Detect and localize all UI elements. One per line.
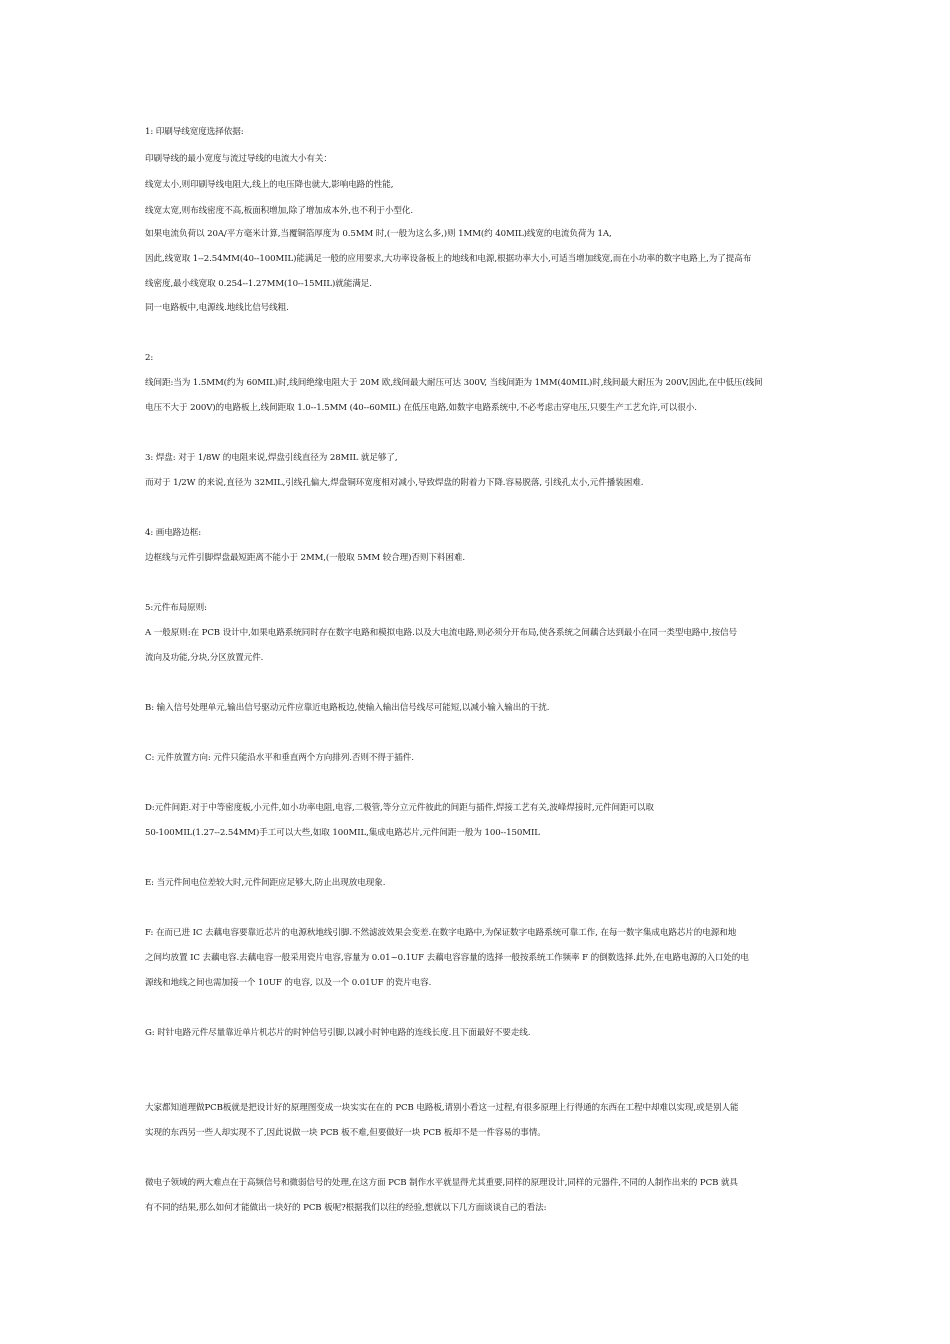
text-line: 而对于 1/2W 的来说,直径为 32MIL,引线孔偏大,焊盘铜环宽度相对减小,导致焊盘的附着力下降.容易脱落, 引线孔太小,元件播装困难.	[145, 478, 644, 488]
text-line: 2:	[145, 353, 154, 363]
text-line: F: 在而已进 IC 去藕电容要靠近芯片的电源秋地线引脚.不然滤波效果会变差.在数字电路中,为保证数字电路系统可靠工作, 在每一数字集成电路芯片的电源和地	[145, 928, 737, 938]
text-line: 之间均放置 IC 去藕电容.去藕电容一般采用瓷片电容,容量为 0.01~0.1UF 去藕电容容量的选择一般按系统工作频率 F 的倒数选择.此外,在电路电源的入口处的电	[145, 953, 749, 963]
text-line: 源线和地线之间也需加接一个 10UF 的电容, 以及一个 0.01UF 的瓷片电容.	[145, 978, 432, 988]
text-line: 50-100MIL(1.27--2.54MM)手工可以大些,如取 100MIL,集成电路芯片,元件间距一般为 100--150MIL	[145, 828, 540, 838]
text-line: 线密度,最小线宽取 0.254--1.27MM(10--15MIL)就能满足.	[145, 279, 372, 289]
text-line: 因此,线宽取 1--2.54MM(40--100MIL)能满足一般的应用要求,大功率设备板上的地线和电源,根据功率大小,可适当增加线宽,而在小功率的数字电路上,为了提高布	[145, 254, 752, 264]
text-line: 如果电流负荷以 20A/平方毫米计算,当覆铜箔厚度为 0.5MM 时,(一般为这么多,)则 1MM(约 40MIL)线宽的电流负荷为 1A,	[145, 229, 612, 239]
text-line: 5:元件布局原则:	[145, 603, 207, 613]
text-line: 实现的东西另一些人却实现不了,因此说做一块 PCB 板不难,但要做好一块 PCB 板却不是一件容易的事情。	[145, 1128, 546, 1138]
text-line: 印刷导线的最小宽度与流过导线的电流大小有关：	[145, 154, 332, 164]
text-line: 4: 画电路边框:	[145, 528, 202, 538]
text-line: A 一般原则:在 PCB 设计中,如果电路系统同时存在数字电路和模拟电路.以及大电流电路,则必须分开布局,使各系统之间藕合达到最小在同一类型电路中,按信号	[145, 628, 737, 638]
text-line: 同一电路板中,电源线.地线比信号线粗.	[145, 303, 289, 313]
text-line: C: 元件放置方向: 元件只能沿水平和垂直两个方向排列.否则不得于插件.	[145, 753, 414, 763]
text-line: 线宽太宽,则布线密度不高,板面积增加,除了增加成本外,也不利于小型化.	[145, 206, 413, 216]
text-line: 1: 印刷导线宽度选择依据:	[145, 127, 244, 137]
text-line: 线间距:当为 1.5MM(约为 60MIL)时,线间绝缘电阻大于 20M 欧,线间最大耐压可达 300V, 当线间距为 1MM(40MIL)时,线间最大耐压为 200V,因此,在中低压(线间	[145, 378, 763, 388]
text-line: B: 输入信号处理单元,输出信号驱动元件应靠近电路板边,使输入输出信号线尽可能短,以减小输入输出的干扰.	[145, 703, 550, 713]
text-line: 流向及功能,分块,分区放置元件.	[145, 653, 264, 663]
text-line: 有不同的结果,那么如何才能做出一块好的 PCB 板呢?根据我们以往的经验,想就以下几方面谈谈自己的看法:	[145, 1203, 547, 1213]
text-line: 电压不大于 200V)的电路板上,线间距取 1.0--1.5MM (40--60MIL) 在低压电路,如数字电路系统中,不必考虑击穿电压,只要生产工艺允许,可以很小.	[145, 403, 697, 413]
text-line: 微电子领域的两大难点在于高频信号和微弱信号的处理,在这方面 PCB 制作水平就显得尤其重要,同样的原理设计,同样的元器件,不同的人制作出来的 PCB 就具	[145, 1178, 738, 1188]
text-line: 大家都知道理做PCB板就是把设计好的原理图变成一块实实在在的 PCB 电路板,请别小看这一过程,有很多原理上行得通的东西在工程中却难以实现,或是别人能	[145, 1103, 739, 1113]
text-line: G: 时针电路元件尽量靠近单片机芯片的时钟信号引脚,以减小时钟电路的连线长度.且下面最好不要走线.	[145, 1028, 531, 1038]
text-line: 线宽太小,则印刷导线电阻大,线上的电压降也就大,影响电路的性能,	[145, 180, 394, 190]
text-line: D:元件间距.对于中等密度板,小元件,如小功率电阻,电容,二极管,等分立元件彼此的间距与插件,焊接工艺有关,波峰焊接时,元件间距可以取	[145, 803, 654, 813]
text-line: 边框线与元件引脚焊盘最短距离不能小于 2MM,(一般取 5MM 较合理)否则下料困难.	[145, 553, 466, 563]
text-line: 3: 焊盘: 对于 1/8W 的电阻来说,焊盘引线直径为 28MIL 就足够了,	[145, 453, 398, 463]
text-line: E: 当元件间电位差较大时,元件间距应足够大,防止出现放电现象.	[145, 878, 386, 888]
